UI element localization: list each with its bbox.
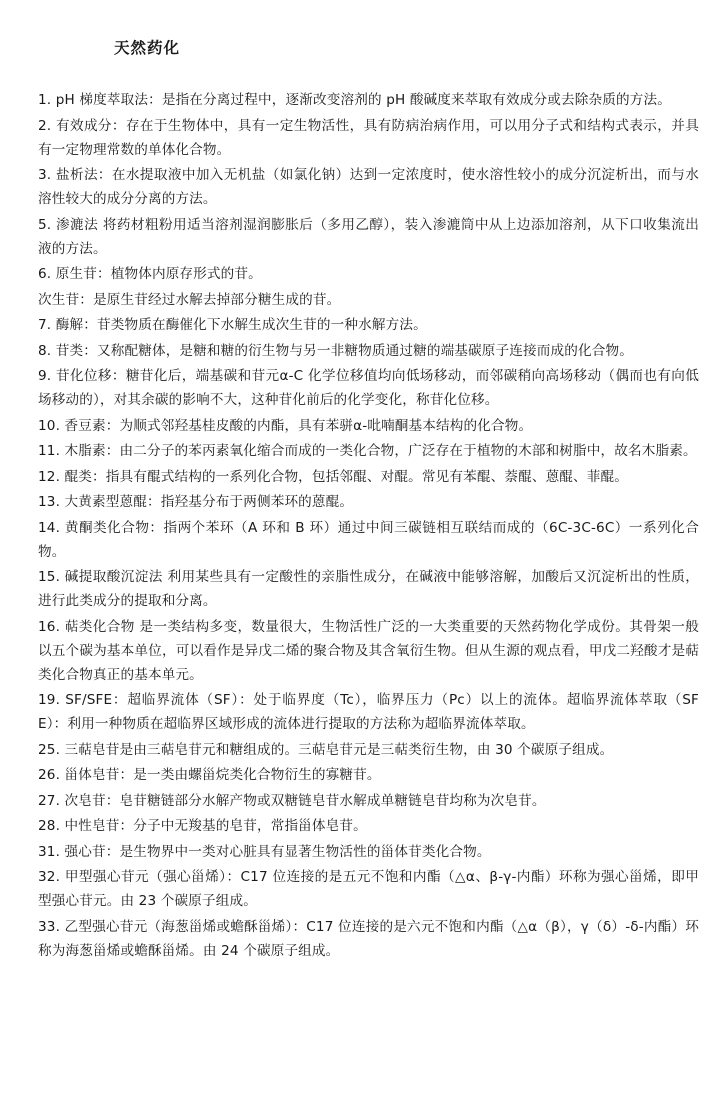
entry-prosapogenin: 27. 次皂苷：皂苷糖链部分水解产物或双糖链皂苷水解成单糖链皂苷均称为次皂苷。 [38,792,546,809]
entry-enzymolysis: 7. 酶解：苷类物质在酶催化下水解生成次生苷的一种水解方法。 [38,317,427,333]
entry-cardiac-glycoside: 31. 强心苷：是生物界中一类对心脏具有显著生物活性的甾体苷类化合物。 [38,843,491,860]
entry-cardenolide: 32. 甲型强心苷元（强心甾烯）：C17 位连接的是五元不饱和内酯（△α、β-γ-内酯）环称为强心甾烯，即甲型强心苷元。由 23 个碳原子组成。 [38,869,699,909]
entry-alkali-acid-method: 15. 碱提取酸沉淀法 利用某些具有一定酸性的亲脂性成分，在碱液中能够溶解，加酸后又沉淀析出的性质，进行此类成分的提取和分离。 [38,569,699,609]
entry-terpenoids: 16. 萜类化合物 是一类结构多变，数量很大，生物活性广泛的一大类重要的天然药物化学成份。其骨架一般以五个碳为基本单位，可以看作是异戊二烯的聚合物及其含氧衍生物。但从生源的观点看，甲戊二羟酸才是萜类化合物真正的基本单元。 [38,618,699,683]
entry-coumarin: 10. 香豆素：为顺式邻羟基桂皮酸的内酯，具有苯骈α-吡喃酮基本结构的化合物。 [38,417,533,434]
entry-glycosylation-shift: 9. 苷化位移：糖苷化后，端基碳和苷元α-C 化学位移值均向低场移动，而邻碳稍向高场移动（偶而也有向低场移动的），对其余碳的影响不大，这种苷化前后的化学变化，称苷化位移。 [38,368,699,408]
entry-percolation: 5. 渗漉法 将药材粗粉用适当溶剂湿润膨胀后（多用乙醇），装入渗漉筒中从上边添加溶剂，从下口收集流出液的方法。 [38,216,699,257]
entry-neutral-saponin: 28. 中性皂苷：分子中无羧基的皂苷，常指甾体皂苷。 [38,818,367,834]
entry-glycosides: 8. 苷类：又称配糖体，是糖和糖的衍生物与另一非糖物质通过糖的端基碳原子连接而成的化合物。 [38,342,633,359]
entry-quinones: 12. 醌类：指具有醌式结构的一系列化合物，包括邻醌、对醌。常见有苯醌、萘醌、蒽醌、菲醌。 [38,468,629,485]
entry-list [38,88,699,963]
entry-bufadienolide: 33. 乙型强心苷元（海葱甾烯或蟾酥甾烯）：C17 位连接的是六元不饱和内酯（△α（β），γ（δ）-δ-内酯）环称为海葱甾烯或蟾酥甾烯。由 24 个碳原子组成。 [38,918,699,959]
entry-ph-gradient-extraction: 1. pH 梯度萃取法：是指在分离过程中，逐渐改变溶剂的 pH 酸碱度来萃取有效成分或去除杂质的方法。 [38,92,671,108]
entry-steroidal-saponin: 26. 甾体皂苷：是一类由螺甾烷类化合物衍生的寡糖苷。 [38,767,381,783]
entry-salting-out: 3. 盐析法：在水提取液中加入无机盐（如氯化钠）达到一定浓度时，使水溶性较小的成分沉淀析出，而与水溶性较大的成分分离的方法。 [38,167,699,207]
entry-effective-component: 2. 有效成分：存在于生物体中，具有一定生物活性，具有防病治病作用，可以用分子式和结构式表示，并具有一定物理常数的单体化合物。 [38,117,699,158]
entry-primary-glycoside: 6. 原生苷：植物体内原存形式的苷。 [38,266,262,282]
entry-secondary-glycoside: 次生苷：是原生苷经过水解去掉部分糖生成的苷。 [38,291,341,308]
entry-supercritical-fluid: 19. SF/SFE：超临界流体（SF）：处于临界度（Tc），临界压力（Pc）以上的流体。超临界流体萃取（SFE）：利用一种物质在超临界区域形成的流体进行提取的方法称为超临界流体萃取。 [38,692,699,732]
entry-emodin-anthraquinone: 13. 大黄素型蒽醌：指羟基分布于两侧苯环的蒽醌。 [38,494,354,510]
entry-flavonoids: 14. 黄酮类化合物：指两个苯环（A 环和 B 环）通过中间三碳链相互联结而成的（6C-3C-6C）一系列化合物。 [38,519,699,560]
entry-lignan: 11. 木脂素：由二分子的苯丙素氧化缩合而成的一类化合物，广泛存在于植物的木部和树脂中，故名木脂素。 [38,443,697,459]
entry-triterpenoid-saponin: 25. 三萜皂苷是由三萜皂苷元和糖组成的。三萜皂苷元是三萜类衍生物，由 30 个碳原子组成。 [38,741,614,758]
document-title: 天然药化 [114,39,181,57]
